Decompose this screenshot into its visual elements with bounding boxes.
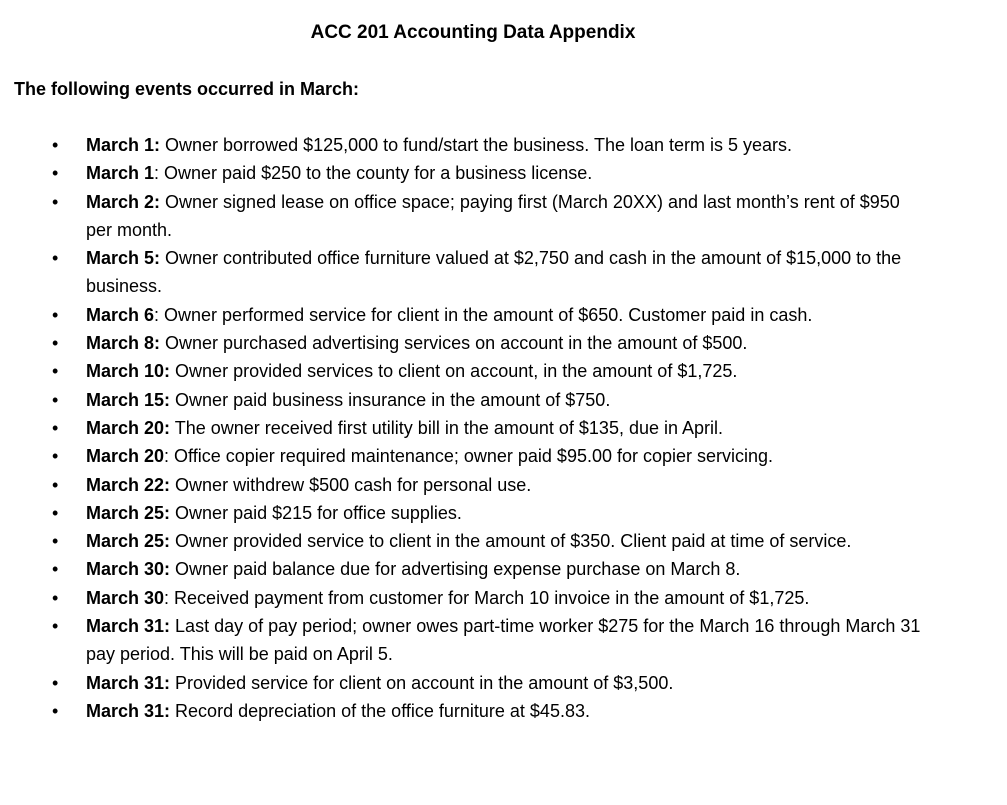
event-text: Owner purchased advertising services on account in the amount of $500. <box>160 333 748 354</box>
event-item <box>0 584 1000 612</box>
bullet-icon: • <box>52 304 59 325</box>
bullet-icon: • <box>52 672 59 693</box>
event-date: March 15: <box>86 389 171 410</box>
event-text: Owner paid $215 for office supplies. <box>170 502 462 523</box>
bullet-icon: • <box>52 417 59 438</box>
event-item <box>0 301 1000 329</box>
event-text: Owner borrowed $125,000 to fund/start the business. The loan term is 5 years. <box>160 135 793 155</box>
event-text: Owner signed lease on office space; paying first (March 20XX) and last month’s rent of $950 per month. <box>86 191 900 240</box>
event-item <box>0 499 1000 527</box>
event-text: Owner provided service to client in the amount of $350. Client paid at time of service. <box>170 531 852 552</box>
event-item <box>0 555 1000 583</box>
event-text: Provided service for client on account in the amount of $3,500. <box>170 672 674 693</box>
event-item <box>0 131 1000 159</box>
event-date: March 31: <box>86 672 171 693</box>
event-date: March 6 <box>86 304 155 325</box>
event-item <box>0 386 1000 414</box>
bullet-icon: • <box>52 163 59 184</box>
event-date: March 31: <box>86 700 171 721</box>
event-text: Owner paid balance due for advertising expense purchase on March 8. <box>170 559 741 580</box>
events-list <box>0 131 1000 725</box>
event-text: : Office copier required maintenance; owner paid $95.00 for copier servicing. <box>164 446 774 467</box>
event-item <box>0 329 1000 357</box>
event-text: : Owner performed service for client in the amount of $650. Customer paid in cash. <box>154 304 813 325</box>
event-date: March 10: <box>86 361 171 382</box>
event-date: March 1: <box>86 135 161 155</box>
event-item <box>0 244 1000 301</box>
event-item <box>0 527 1000 555</box>
event-text: Owner withdrew $500 cash for personal use. <box>170 474 532 495</box>
bullet-icon: • <box>52 446 59 467</box>
document-title: ACC 201 Accounting Data Appendix <box>310 22 636 43</box>
event-text: Record depreciation of the office furniture at $45.83. <box>170 700 590 721</box>
bullet-icon: • <box>52 248 59 269</box>
event-text: Last day of pay period; owner owes part-time worker $275 for the March 16 through March 31 pay period. This will be paid on April 5. <box>86 616 921 665</box>
event-text: Owner paid business insurance in the amount of $750. <box>170 389 611 410</box>
event-text: : Received payment from customer for March 10 invoice in the amount of $1,725. <box>164 587 810 608</box>
bullet-icon: • <box>52 474 59 495</box>
event-item <box>0 188 1000 245</box>
event-date: March 20: <box>86 417 171 438</box>
event-item <box>0 414 1000 442</box>
event-item <box>0 357 1000 385</box>
event-item <box>0 669 1000 697</box>
event-text: Owner contributed office furniture valued at $2,750 and cash in the amount of $15,000 to the business. <box>86 248 902 297</box>
event-date: March 25: <box>86 531 171 552</box>
bullet-icon: • <box>52 191 59 212</box>
bullet-icon: • <box>52 502 59 523</box>
event-date: March 1 <box>86 163 155 184</box>
bullet-icon: • <box>52 333 59 354</box>
event-date: March 5: <box>86 248 161 269</box>
event-date: March 31: <box>86 616 171 637</box>
event-date: March 20 <box>86 446 165 467</box>
intro-heading: The following events occurred in March: <box>14 79 360 99</box>
bullet-icon: • <box>52 135 59 155</box>
event-text: Owner provided services to client on account, in the amount of $1,725. <box>170 361 738 382</box>
event-date: March 22: <box>86 474 171 495</box>
event-item <box>0 612 1000 669</box>
event-date: March 30 <box>86 587 165 608</box>
bullet-icon: • <box>52 700 59 721</box>
event-date: March 30: <box>86 559 171 580</box>
event-date: March 8: <box>86 333 161 354</box>
event-text: The owner received first utility bill in the amount of $135, due in April. <box>170 417 724 438</box>
event-item <box>0 442 1000 470</box>
event-date: March 2: <box>86 191 161 212</box>
bullet-icon: • <box>52 616 59 637</box>
event-item <box>0 159 1000 187</box>
bullet-icon: • <box>52 531 59 552</box>
bullet-icon: • <box>52 587 59 608</box>
event-item <box>0 471 1000 499</box>
event-item <box>0 697 1000 725</box>
bullet-icon: • <box>52 389 59 410</box>
bullet-icon: • <box>52 559 59 580</box>
bullet-icon: • <box>52 361 59 382</box>
event-date: March 25: <box>86 502 171 523</box>
event-text: : Owner paid $250 to the county for a business license. <box>154 163 593 184</box>
